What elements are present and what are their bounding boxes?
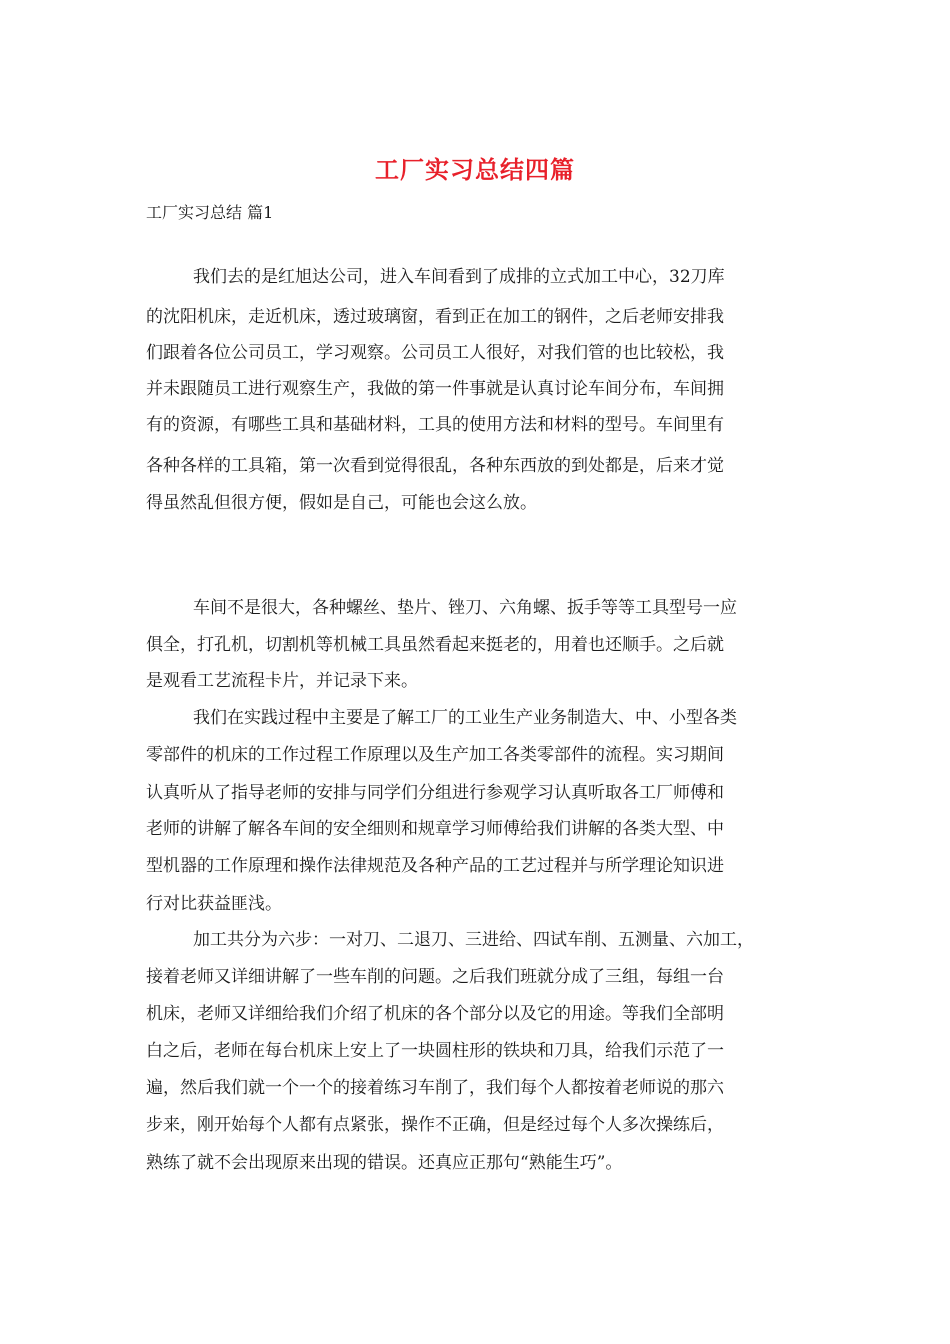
- paragraph-3-line-5: 型机器的工作原理和操作法律规范及各种产品的工艺过程并与所学理论知识进: [146, 856, 724, 876]
- paragraph-1-line-6: 各种各样的工具箱，第一次看到觉得很乱，各种东西放的到处都是，后来才觉: [146, 456, 724, 476]
- paragraph-1-line-5: 有的资源，有哪些工具和基础材料，工具的使用方法和材料的型号。车间里有: [146, 415, 724, 435]
- paragraph-2-line-3: 是观看工艺流程卡片，并记录下来。: [146, 671, 418, 691]
- paragraph-1-line-4: 并未跟随员工进行观察生产，我做的第一件事就是认真讨论车间分布，车间拥: [146, 379, 724, 399]
- paragraph-2-line-2: 俱全，打孔机，切割机等机械工具虽然看起来挺老的，用着也还顺手。之后就: [146, 635, 724, 655]
- paragraph-4-line-3: 机床，老师又详细给我们介绍了机床的各个部分以及它的用途。等我们全部明: [146, 1004, 724, 1024]
- paragraph-4-line-4: 白之后，老师在每台机床上安上了一块圆柱形的铁块和刀具，给我们示范了一: [146, 1041, 724, 1061]
- paragraph-4-line-6: 步来，刚开始每个人都有点紧张，操作不正确，但是经过每个人多次操练后，: [146, 1115, 724, 1135]
- paragraph-4-line-7: 熟练了就不会出现原来出现的错误。还真应正那句“熟能生巧”。: [146, 1153, 623, 1173]
- paragraph-4-line-2: 接着老师又详细讲解了一些车削的问题。之后我们班就分成了三组，每组一台: [146, 967, 724, 987]
- paragraph-3-line-3: 认真听从了指导老师的安排与同学们分组进行参观学习认真听取各工厂师傅和: [146, 783, 724, 803]
- paragraph-3-line-1: 我们在实践过程中主要是了解工厂的工业生产业务制造大、中、小型各类: [193, 708, 737, 728]
- section-heading: 工厂实习总结 篇1: [146, 203, 274, 222]
- paragraph-3-line-4: 老师的讲解了解各车间的安全细则和规章学习师傅给我们讲解的各类大型、中: [146, 819, 724, 839]
- paragraph-2-line-1: 车间不是很大，各种螺丝、垫片、锉刀、六角螺、扳手等等工具型号一应: [193, 598, 737, 618]
- paragraph-4-line-5: 遍，然后我们就一个一个的接着练习车削了，我们每个人都按着老师说的那六: [146, 1078, 724, 1098]
- paragraph-1-line-3: 们跟着各位公司员工，学习观察。公司员工人很好，对我们管的也比较松，我: [146, 343, 724, 363]
- paragraph-4-line-1: 加工共分为六步：一对刀、二退刀、三进给、四试车削、五测量、六加工，: [193, 930, 754, 950]
- document-title: 工厂实习总结四篇: [375, 155, 575, 184]
- paragraph-1-line-1: 我们去的是红旭达公司，进入车间看到了成排的立式加工中心，32刀库: [193, 267, 725, 287]
- paragraph-1-line-2: 的沈阳机床，走近机床，透过玻璃窗，看到正在加工的钢件，之后老师安排我: [146, 307, 724, 327]
- paragraph-3-line-2: 零部件的机床的工作过程工作原理以及生产加工各类零部件的流程。实习期间: [146, 745, 724, 765]
- paragraph-3-line-6: 行对比获益匪浅。: [146, 894, 282, 914]
- paragraph-1-line-7: 得虽然乱但很方便，假如是自己，可能也会这么放。: [146, 493, 537, 513]
